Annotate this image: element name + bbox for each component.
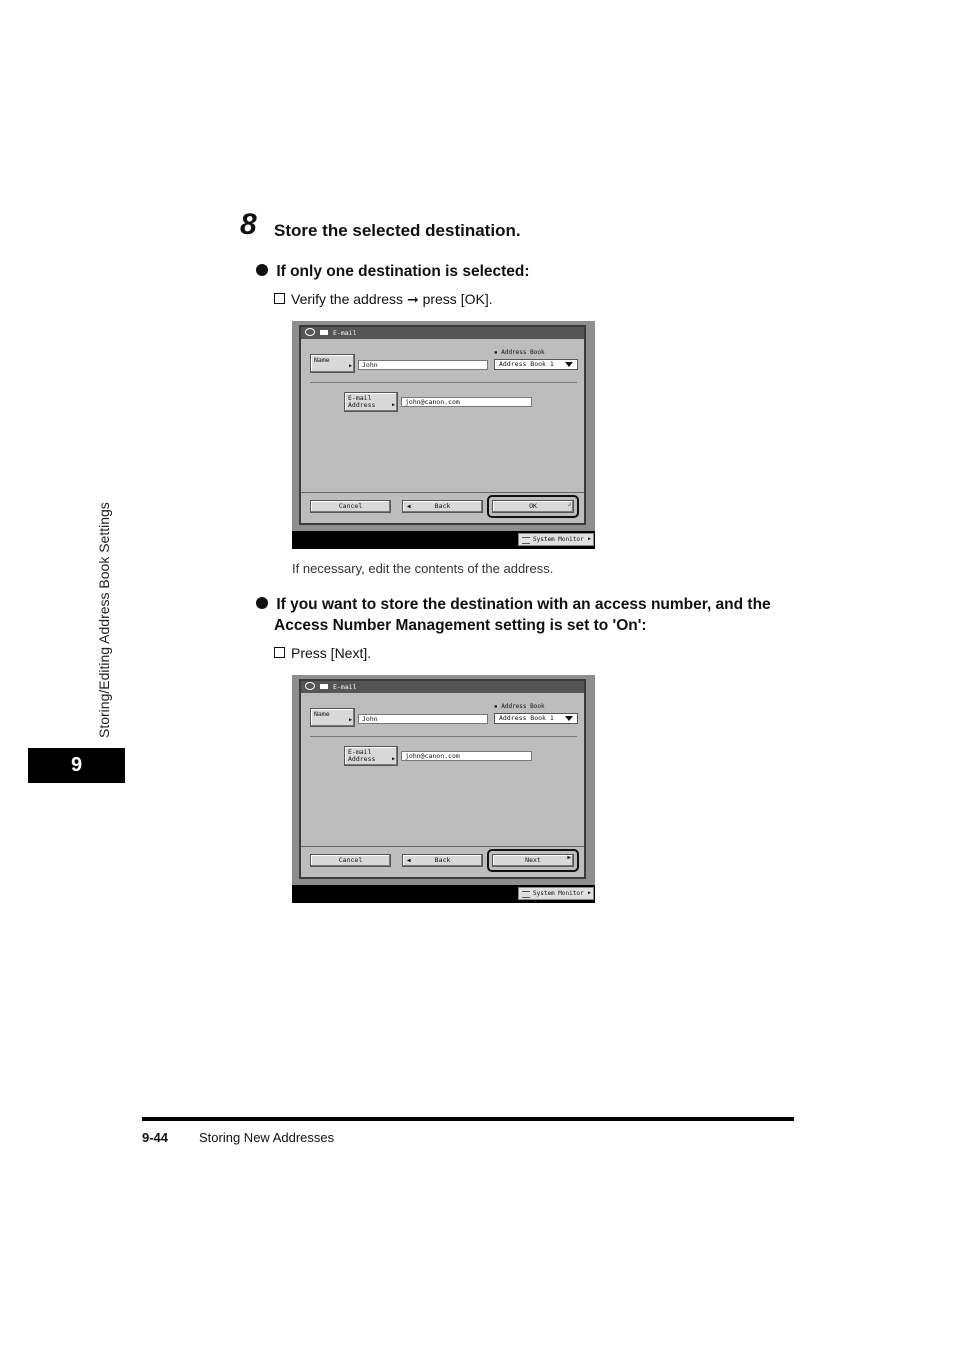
bullet-heading-line1: If you want to store the destination with an access number, and the xyxy=(276,596,771,613)
email-button-line2: Address xyxy=(348,755,376,763)
arrow-left-icon: ◀ xyxy=(407,857,411,864)
bullet-heading-line2: Access Number Management setting is set to 'On': xyxy=(274,617,647,634)
screenshot-email-next xyxy=(292,675,595,903)
address-book-label: ▪ Address Book xyxy=(494,349,545,356)
cancel-button[interactable]: Cancel xyxy=(310,500,391,513)
system-monitor-label: System Monitor xyxy=(533,536,584,543)
arrow-right-icon: ▶ xyxy=(391,756,395,762)
email-address-button[interactable] xyxy=(344,392,398,412)
back-button-label: Back xyxy=(434,502,451,510)
screen-panel xyxy=(299,679,586,879)
name-button[interactable] xyxy=(310,708,355,727)
email-address-button[interactable] xyxy=(344,746,398,766)
name-field[interactable]: John xyxy=(358,714,488,724)
address-book-dropdown[interactable] xyxy=(494,713,578,724)
checkbox-icon xyxy=(274,293,285,304)
page-number: 9-44 xyxy=(142,1130,169,1145)
screen1-caption: If necessary, edit the contents of the address. xyxy=(292,561,554,576)
screen-titlebar xyxy=(301,327,584,339)
bullet-heading-1 xyxy=(256,261,530,282)
sidebar-section-title: Storing/Editing Address Book Settings xyxy=(96,502,112,738)
ok-button[interactable] xyxy=(492,500,574,513)
system-monitor-button[interactable] xyxy=(518,533,594,546)
bullet-heading-2 xyxy=(256,594,771,615)
mode-icon xyxy=(305,328,315,336)
email-field[interactable]: john@canon.com xyxy=(401,397,532,407)
screen-title: E-mail xyxy=(333,329,357,337)
instruction-2 xyxy=(274,644,371,662)
name-button-label: Name xyxy=(314,356,330,364)
step-number: 8 xyxy=(240,208,257,241)
screen-bottom-bar xyxy=(301,492,584,523)
system-monitor-button[interactable] xyxy=(518,887,594,900)
back-button[interactable] xyxy=(402,500,483,513)
screen-panel xyxy=(299,325,586,525)
name-button[interactable] xyxy=(310,354,355,373)
arrow-right-icon: ▶ xyxy=(348,717,352,723)
screenshot-email-ok xyxy=(292,321,595,549)
name-field[interactable]: John xyxy=(358,360,488,370)
bullet-heading-text: If only one destination is selected: xyxy=(276,263,530,280)
chevron-down-icon xyxy=(565,716,573,721)
screen-title: E-mail xyxy=(333,683,357,691)
chevron-down-icon xyxy=(565,362,573,367)
enter-icon: ↲ xyxy=(567,502,571,508)
status-bar xyxy=(292,885,595,903)
mode-icon xyxy=(305,682,315,690)
next-button[interactable] xyxy=(492,854,574,867)
address-book-value: Address Book 1 xyxy=(499,360,554,368)
instruction-text: Press [Next]. xyxy=(291,645,372,661)
system-monitor-label: System Monitor xyxy=(533,890,584,897)
back-button[interactable] xyxy=(402,854,483,867)
email-field[interactable]: john@canon.com xyxy=(401,751,532,761)
divider xyxy=(310,382,577,383)
next-button-label: Next xyxy=(525,856,541,864)
envelope-icon xyxy=(320,684,328,689)
envelope-icon xyxy=(320,330,328,335)
status-bar xyxy=(292,531,595,549)
footer-title: Storing New Addresses xyxy=(199,1130,335,1145)
monitor-icon xyxy=(522,891,530,898)
address-book-dropdown[interactable] xyxy=(494,359,578,370)
monitor-icon xyxy=(522,537,530,544)
footer-rule xyxy=(142,1117,794,1121)
arrow-right-icon: ▶ xyxy=(587,890,591,896)
divider xyxy=(310,736,577,737)
email-button-line1: E-mail xyxy=(348,394,372,402)
chapter-tab: 9 xyxy=(28,748,125,783)
back-button-label: Back xyxy=(434,856,451,864)
name-button-label: Name xyxy=(314,710,330,718)
screen-bottom-bar xyxy=(301,846,584,877)
cancel-button[interactable]: Cancel xyxy=(310,854,391,867)
arrow-left-icon: ◀ xyxy=(407,503,411,510)
checkbox-icon xyxy=(274,647,285,658)
address-book-label: ▪ Address Book xyxy=(494,703,545,710)
arrow-right-icon: ▶ xyxy=(391,402,395,408)
step-title: Store the selected destination. xyxy=(274,221,521,240)
instruction-text: Verify the address ➞ press [OK]. xyxy=(291,291,493,307)
ok-button-label: OK xyxy=(529,502,537,510)
bullet-icon xyxy=(256,597,268,609)
screen-titlebar xyxy=(301,681,584,693)
arrow-right-icon: ▶ xyxy=(587,536,591,542)
play-icon: ▶ xyxy=(567,854,571,861)
address-book-label-text: Address Book xyxy=(501,703,545,710)
email-button-line2: Address xyxy=(348,401,376,409)
arrow-right-icon: ▶ xyxy=(348,363,352,369)
bullet-icon xyxy=(256,264,268,276)
email-button-line1: E-mail xyxy=(348,748,372,756)
address-book-label-text: Address Book xyxy=(501,349,545,356)
address-book-value: Address Book 1 xyxy=(499,714,554,722)
instruction-1 xyxy=(274,290,493,308)
